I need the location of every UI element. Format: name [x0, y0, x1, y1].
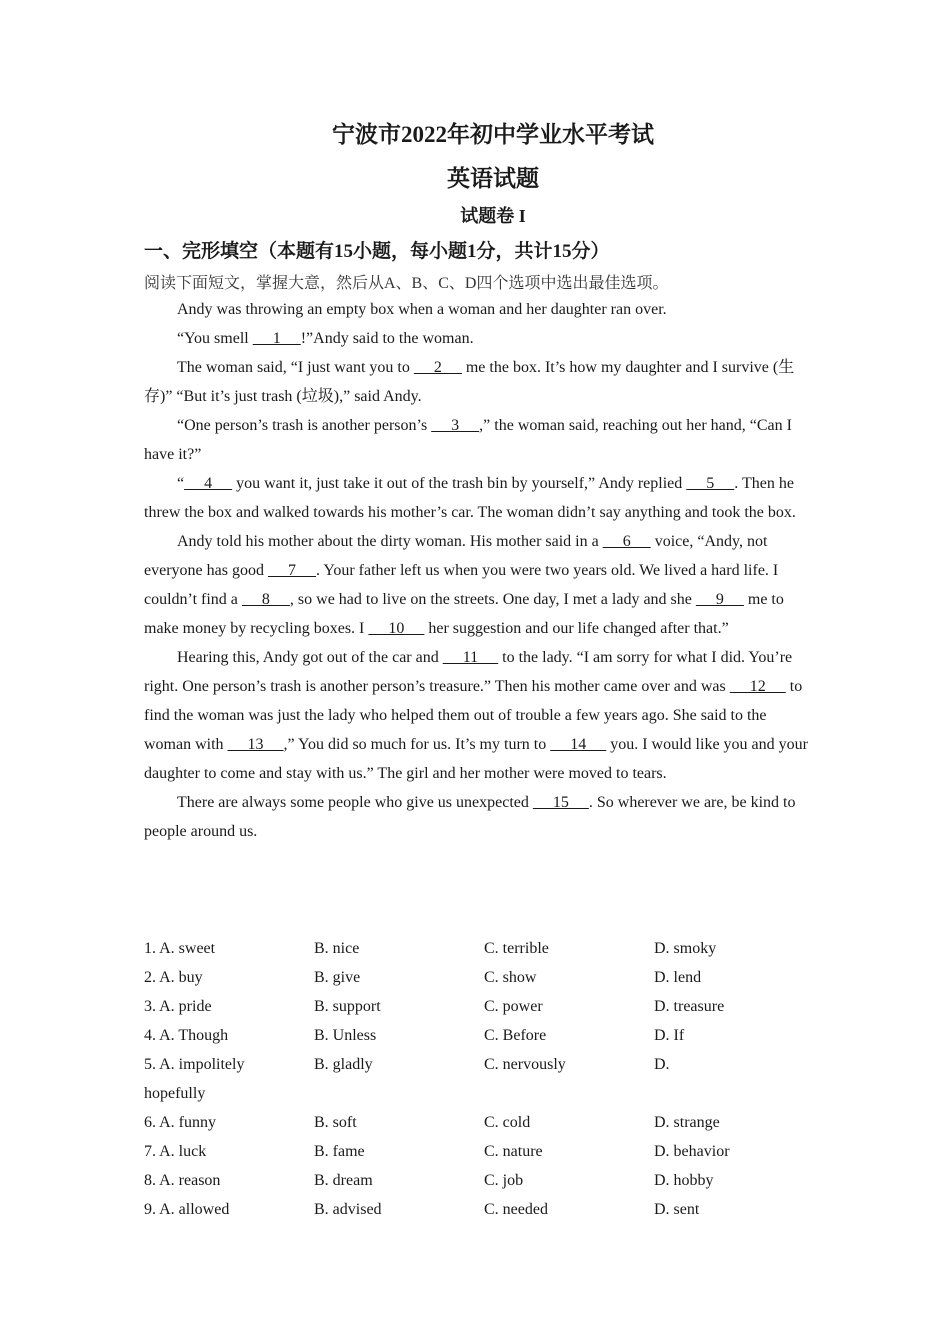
- exam-title: 宁波市2022年初中学业水平考试: [332, 122, 654, 147]
- answer-blank: 13: [227, 736, 284, 753]
- option-choice: C. terrible: [484, 940, 549, 957]
- option-row: [144, 1166, 824, 1195]
- option-choice: 7. A. luck: [144, 1143, 207, 1160]
- option-choice: C. needed: [484, 1201, 548, 1218]
- option-row: [144, 1021, 824, 1050]
- option-choice: C. job: [484, 1172, 524, 1189]
- passage-paragraph: There are always some people who give us unexpected 15 . So wherever we are, be kind to people around us.: [144, 794, 796, 840]
- section-instruction: 阅读下面短文，掌握大意，然后从A、B、C、D四个选项中选出最佳选项。: [144, 275, 669, 292]
- passage-paragraph: “ 4 you want it, just take it out of the trash bin by yourself,” Andy replied 5 . Then he threw the box and walked towards his mother’s car. The woman didn’t say anything and took the box.: [144, 475, 796, 521]
- option-choice: 4. A. Though: [144, 1027, 229, 1044]
- section-heading: 一、完形填空（本题有15小题，每小题1分，共计15分）: [144, 241, 610, 262]
- passage-paragraph: Andy was throwing an empty box when a woman and her daughter ran over.: [177, 301, 667, 318]
- subject-title: 英语试题: [447, 166, 539, 191]
- option-choice: B. fame: [314, 1143, 365, 1160]
- option-choice: C. power: [484, 998, 543, 1015]
- option-choice: hopefully: [144, 1085, 206, 1102]
- option-choice: D. smoky: [654, 940, 717, 957]
- option-choice: 8. A. reason: [144, 1172, 221, 1189]
- option-choice: D. treasure: [654, 998, 725, 1015]
- option-row: [144, 992, 824, 1021]
- option-choice: D. If: [654, 1027, 685, 1044]
- option-choice: B. support: [314, 998, 381, 1015]
- option-choice: D. lend: [654, 969, 702, 986]
- option-choice: B. gladly: [314, 1056, 373, 1073]
- option-row: [144, 963, 824, 992]
- answer-blank: 4: [184, 475, 233, 492]
- option-choice: C. nature: [484, 1143, 543, 1160]
- passage-paragraph: Andy told his mother about the dirty woman. His mother said in a 6 voice, “Andy, not everyone has good 7 . Your father left us when you were two years old. We lived a hard life. I couldn’t find a 8 , so we had to live on the streets. One day, I met a lady and she 9 me to make money by recycling boxes. I 10 her suggestion and our life changed after that.”: [144, 533, 784, 637]
- option-choice: D. strange: [654, 1114, 720, 1131]
- answer-blank: 15: [532, 794, 589, 811]
- option-choice: D. behavior: [654, 1143, 730, 1160]
- option-choice: B. give: [314, 969, 361, 986]
- volume-label: 试题卷 I: [460, 206, 526, 226]
- option-row: [144, 934, 824, 963]
- option-choice: C. nervously: [484, 1056, 566, 1073]
- option-row: [144, 1195, 824, 1224]
- option-choice: 3. A. pride: [144, 998, 212, 1015]
- answer-blank: 11: [442, 649, 499, 666]
- answer-blank: 12: [729, 678, 786, 695]
- option-choice: 1. A. sweet: [144, 940, 216, 957]
- option-row: [144, 1079, 824, 1108]
- option-choice: 5. A. impolitely: [144, 1056, 245, 1073]
- option-choice: D. hobby: [654, 1172, 714, 1189]
- option-row: [144, 1108, 824, 1137]
- option-choice: B. dream: [314, 1172, 373, 1189]
- passage-paragraph: “One person’s trash is another person’s 3 ,” the woman said, reaching out her hand, “Can I have it?”: [144, 417, 792, 463]
- option-choice: B. nice: [314, 940, 360, 957]
- options-list: [144, 934, 824, 1224]
- answer-blank: 10: [368, 620, 425, 637]
- option-row: [144, 1137, 824, 1166]
- option-choice: D. sent: [654, 1201, 700, 1218]
- option-choice: C. Before: [484, 1027, 547, 1044]
- answer-blank: 7: [267, 562, 316, 579]
- answer-blank: 5: [686, 475, 735, 492]
- option-row: [144, 1050, 824, 1079]
- option-choice: C. cold: [484, 1114, 531, 1131]
- answer-blank: 8: [241, 591, 290, 608]
- cloze-passage: [144, 295, 809, 846]
- passage-paragraph: “You smell 1 !”Andy said to the woman.: [177, 330, 474, 347]
- option-choice: 2. A. buy: [144, 969, 203, 986]
- answer-blank: 9: [695, 591, 744, 608]
- option-choice: B. advised: [314, 1201, 382, 1218]
- option-choice: C. show: [484, 969, 537, 986]
- answer-blank: 6: [602, 533, 651, 550]
- passage-paragraph: Hearing this, Andy got out of the car and 11 to the lady. “I am sorry for what I did. You’re right. One person’s trash is another person’s treasure.” Then his mother came over and was 12 to find the woman was just the lady who helped them out of trouble a few years ago. She said to the woman with 13 ,” You did so much for us. It’s my turn to 14 you. I would like you and your daughter to come and stay with us.” The girl and her mother were moved to tears.: [144, 649, 808, 782]
- answer-blank: 1: [252, 330, 301, 347]
- option-choice: B. soft: [314, 1114, 357, 1131]
- option-choice: 6. A. funny: [144, 1114, 216, 1131]
- option-choice: D.: [654, 1056, 670, 1073]
- option-choice: B. Unless: [314, 1027, 377, 1044]
- option-choice: 9. A. allowed: [144, 1201, 230, 1218]
- answer-blank: 14: [550, 736, 607, 753]
- answer-blank: 3: [431, 417, 480, 434]
- passage-paragraph: The woman said, “I just want you to 2 me the box. It’s how my daughter and I survive (生存)” “But it’s just trash (垃圾),” said Andy.: [144, 359, 795, 405]
- answer-blank: 2: [413, 359, 462, 376]
